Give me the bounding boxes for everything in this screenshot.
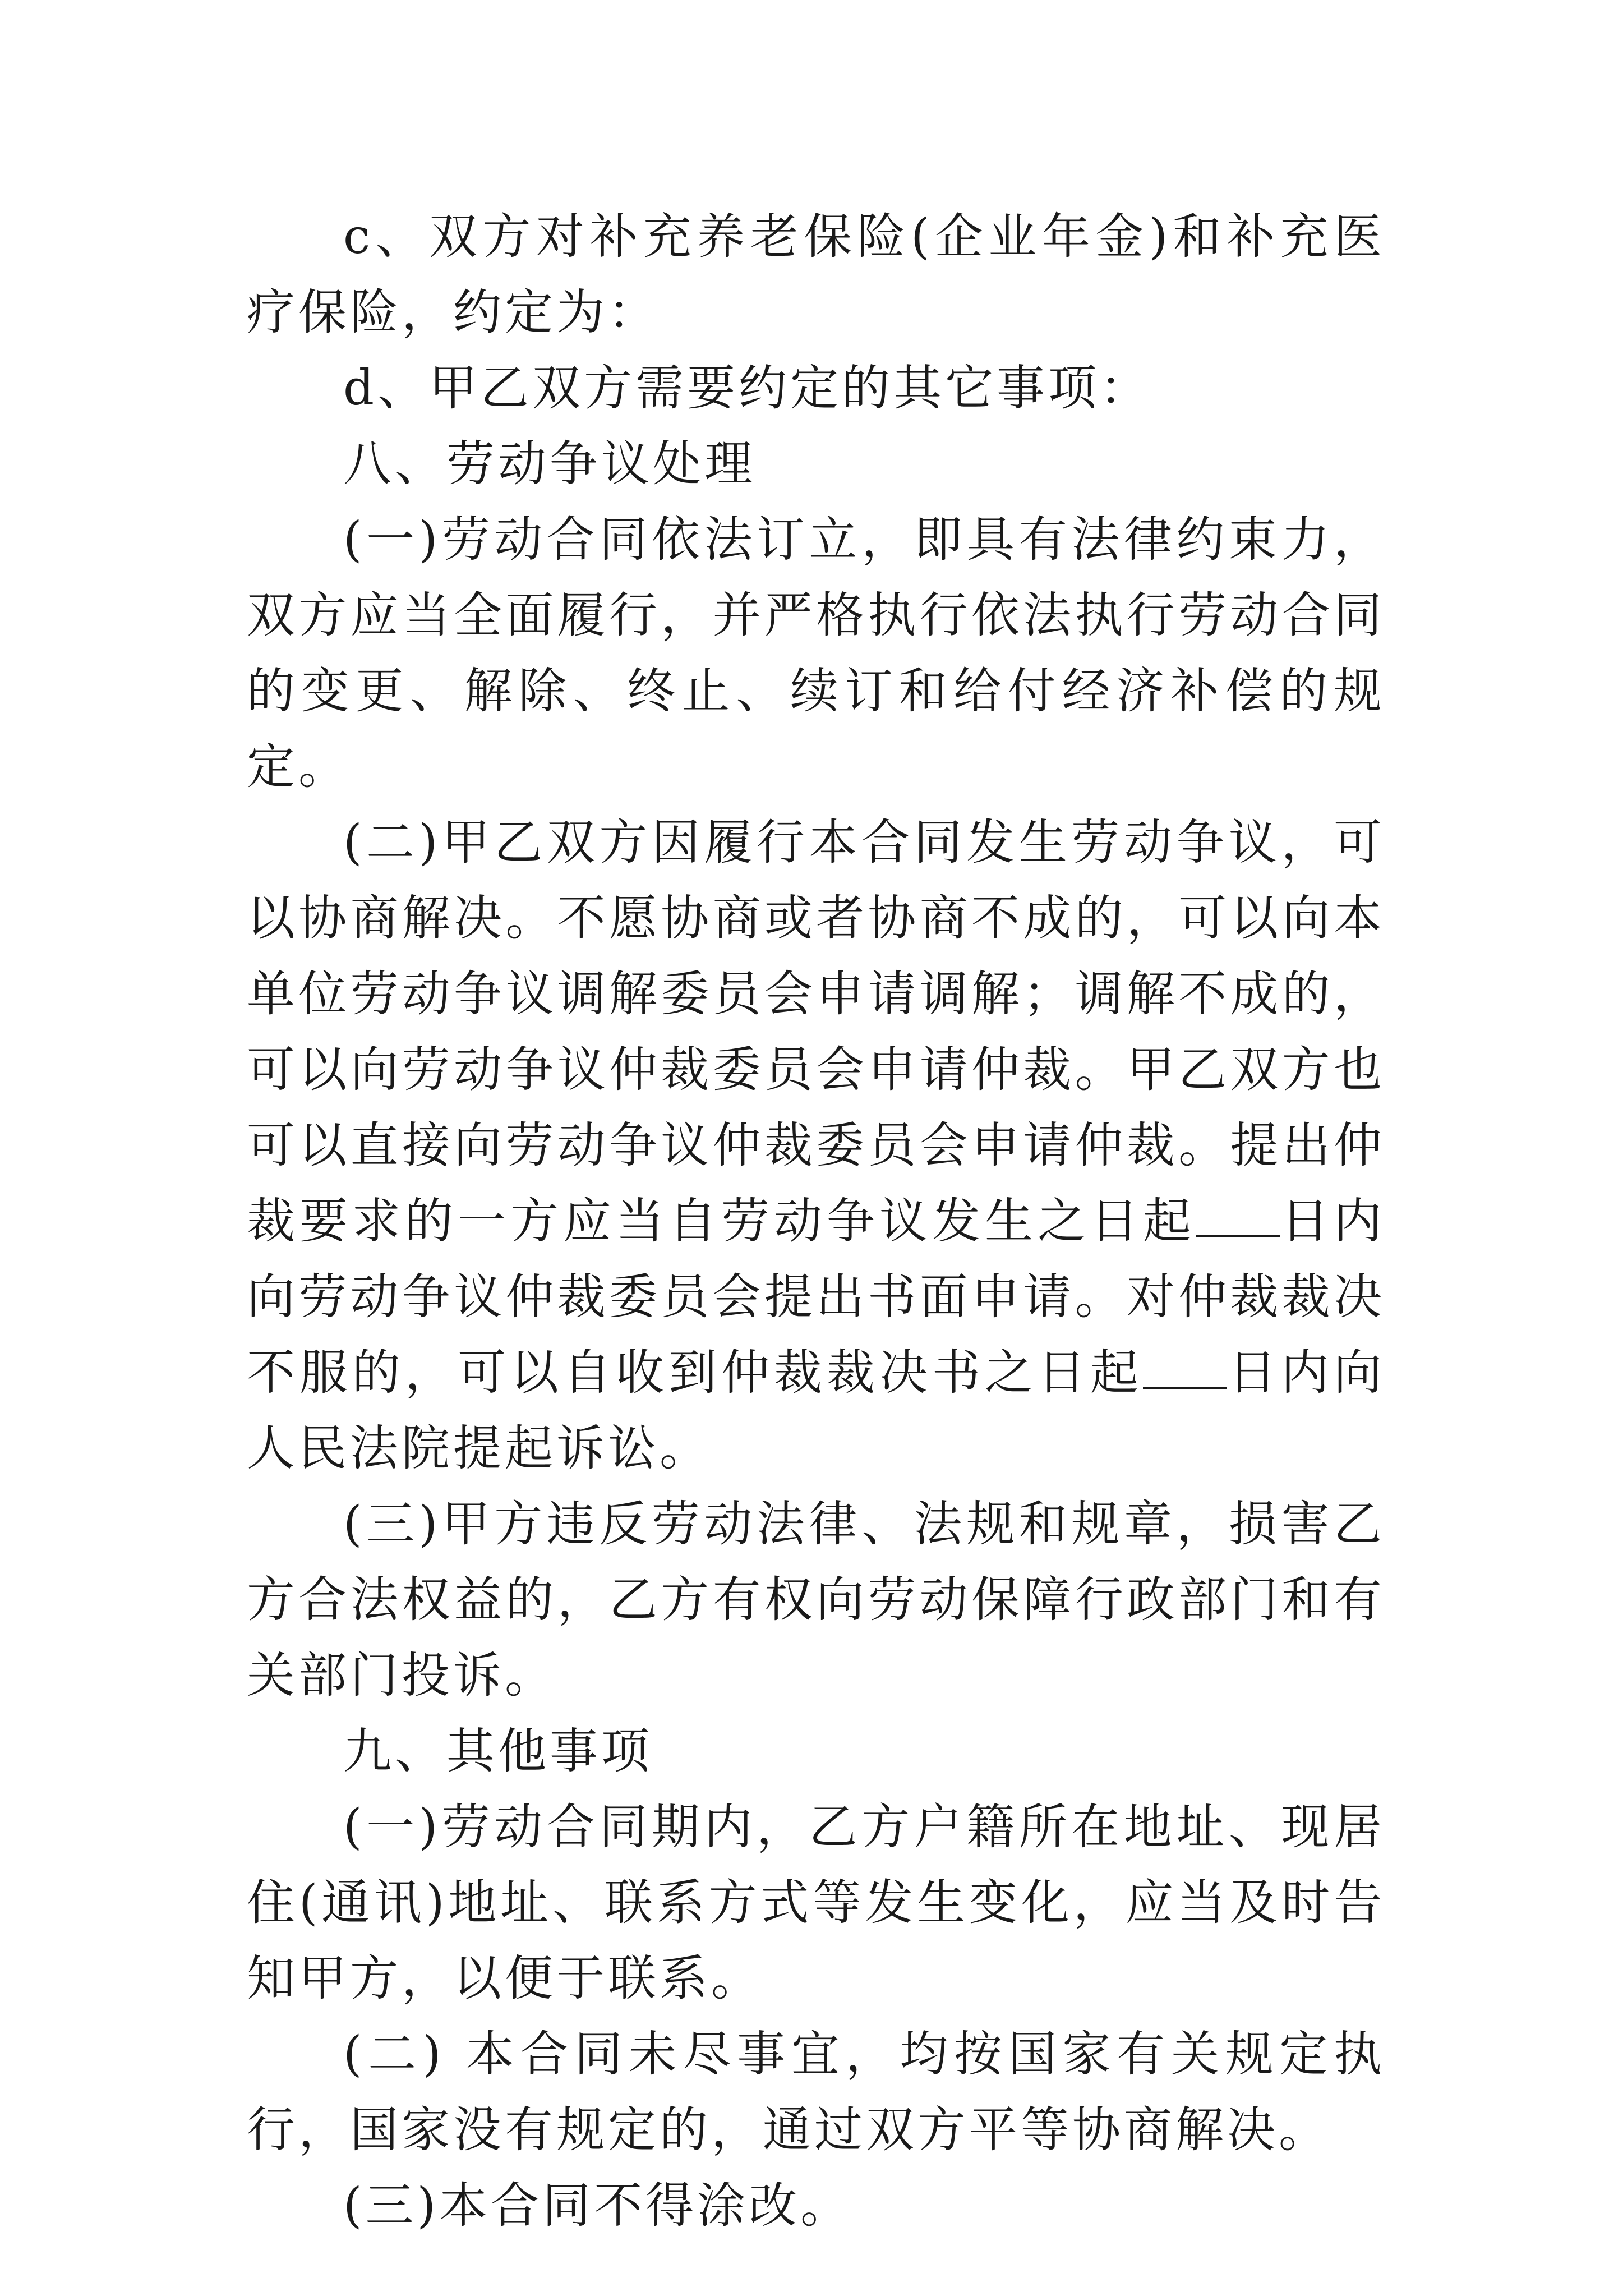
paragraph-address-change: (一)劳动合同期内，乙方户籍所在地址、现居住(通讯)地址、联系方式等发生变化，应当及时告知甲方，以便于联系。 xyxy=(247,1799,1385,2007)
paragraph-other-matters: d、甲乙双方需要约定的其它事项： xyxy=(343,360,1152,416)
paragraph-unresolved-matters: (二) 本合同未尽事宜，均按国家有关规定执行，国家没有规定的，通过双方平等协商解决。 xyxy=(247,2026,1385,2158)
days-blank-2 xyxy=(1143,1347,1227,1389)
paragraph-arbitration xyxy=(247,805,1385,1487)
section-heading-other-matters: 九、其他事项 xyxy=(343,1723,653,1779)
days-blank-1 xyxy=(1196,1196,1280,1237)
document-body xyxy=(247,199,1385,2244)
section-heading-labor-dispute: 八、劳动争议处理 xyxy=(343,436,756,492)
arbitration-text-1: (二)甲乙双方因履行本合同发生劳动争议，可以协商解决。不愿协商或者协商不成的，可以向本单位劳动争议调解委员会申请调解；调解不成的，可以向劳动争议仲裁委员会申请仲裁。甲乙双方也可以直接向劳动争议仲裁委员会申请仲裁。提出仲裁要求的一方应当自劳动争议发生之日起 xyxy=(247,815,1385,1249)
paragraph-contract-binding: (一)劳动合同依法订立，即具有法律约束力，双方应当全面履行，并严格执行依法执行劳动合同的变更、解除、终止、续订和给付经济补偿的规定。 xyxy=(247,512,1385,795)
arbitration-text-3: 日内向人民法院提起诉讼。 xyxy=(247,1345,1385,1476)
paragraph-complaint: (三)甲方违反劳动法律、法规和规章，损害乙方合法权益的，乙方有权向劳动保障行政部门和有关部门投诉。 xyxy=(247,1496,1385,1704)
arbitration-text-2: 日内向劳动争议仲裁委员会提出书面申请。对仲裁裁决不服的，可以自收到仲裁裁决书之日起 xyxy=(247,1193,1385,1401)
paragraph-supplementary-insurance: c、双方对补充养老保险(企业年金)和补充医疗保险，约定为： xyxy=(247,209,1385,341)
paragraph-no-alteration: (三)本合同不得涂改。 xyxy=(343,2178,852,2234)
